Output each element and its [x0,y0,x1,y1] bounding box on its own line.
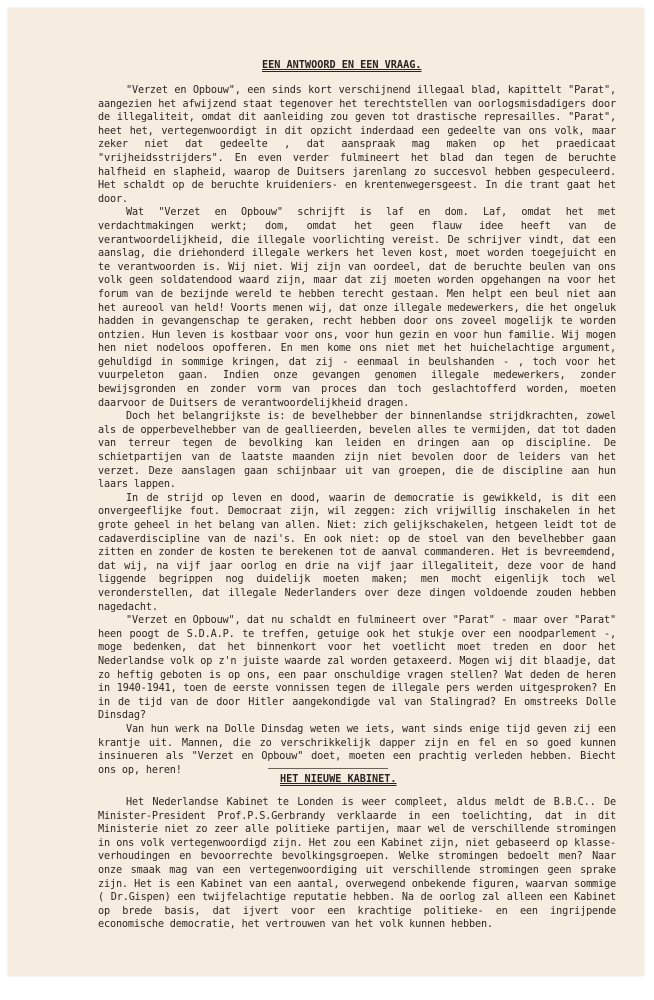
heading-een-antwoord: EEN ANTWOORD EN EEN VRAAG. [262,60,422,71]
paragraph: "Verzet en Opbouw", een sinds kort verschijnend illegaal blad, kapittelt "Parat", aangezien het afwijzend staat tegenover het terechtstellen van oorlogsmisdadigers door de illegaliteit, omdat dit aanleiding zou geven tot drastische represailles. "Parat", heet het, vertegenwoordigt in dit opzicht inderdaad een gedeelte van ons volk, maar zeker niet dat gedeelte , dat aanspraak mag maken op het praedicaat "vrijheidsstrijders". En even verder fulmineert het blad dan tegen de beruchte halfheid en slapheid, waarop de Duitsers jarenlang zo succesvol hebben gespeculeerd. Het schaldt op de beruchte kruideniers- en krentenwegersgeest. In die trant gaat het door. [98,85,616,205]
paragraph: Van hun werk na Dolle Dinsdag weten we iets, want sinds enige tijd geven zij een krantje uit. Mannen, die zo verschrikkelijk dapper zijn en fel en so goed kunnen insinueren als "Verzet en Opbouw" doet, moeten een prachtig verleden hebben. Biecht ons op, heren! [98,723,616,776]
section-het-nieuwe-kabinet [98,796,616,932]
paragraph: In de strijd op leven en dood, waarin de democratie is gewikkeld, is dit een onvergeeflijke fout. Democraat zijn, wil zeggen: zich vrijwillig inschakelen in het grote geheel in het belang van allen. Niet: zich gelijkschakelen, hetgeen leidt tot de cadaverdiscipline van de nazi's. En ook niet: op de stoel van den bevelhebber gaan zitten en zonder de kosten te berekenen tot de aanval commanderen. Het is bevreemdend, dat wij, na vijf jaar oorlog en drie na vijf jaar illegaliteit, deze voor de hand liggende begrippen nog duidelijk moeten maken; men mocht eigenlijk toch wel veronderstellen, dat illegale Nederlanders over deze dingen voldoende zouden hebben nagedacht. [98,492,616,613]
section-divider [268,768,388,769]
typed-page [8,8,644,976]
paragraph: Het Nederlandse Kabinet te Londen is weer compleet, aldus meldt de B.B.C.. De Minister-President Prof.P.S.Gerbrandy verklaarde in een toelichting, dat in dit Ministerie niet zo zeer alle politieke partijen, maar wel de verschillende stromingen in ons volk vertegenwoordigd zijn. Het zou een Kabinet zijn, niet gebaseerd op klasse-verhoudingen en bevoorrechte bevolkingsgroepen. Welke stromingen bedoelt men? Naar onze smaak mag van een vertegenwoordiging uit verschillende stromingen geen sprake zijn. Het is een Kabinet van een aantal, overwegend onbekende figuren, waarvan sommige ( Dr.Gispen) een twijfelachtige reputatie hebben. Na de oorlog zal alleen een Kabinet op brede basis, dat ijvert voor een krachtige politieke- en een ingrijpende economische democratie, het vertrouwen van het volk kunnen hebben. [98,797,616,931]
paragraph: Wat "Verzet en Opbouw" schrijft is laf en dom. Laf, omdat het met verdachtmakingen werkt; dom, omdat het geen flauw idee heeft van de verantwoordelijkheid, die illegale voorlichting vereist. De schrijver vindt, dat een aanslag, die driehonderd illegale werkers het leven kost, moet worden toegejuicht en te verantwoorden is. Wij niet. Wij zijn van oordeel, dat de beruchte beulen van ons volk geen soldatendood waard zijn, maar dat zij moeten worden opgehangen na voor het forum van de bezijnde wereld te hebben terecht gestaan. Men helpt een beul niet aan het aureool van held! Voorts menen wij, dat onze illegale medewerkers, die het ongeluk hadden in gevangenschap te geraken, recht hebben door ons zoveel mogelijk te worden ontzien. Hun leven is kostbaar voor ons, voor hun gezin en voor hun familie. Wij mogen hen niet nodeloos opofferen. En men kome ons niet met het huichelachtige argument, gehuldigd in sommige kringen, dat zij - eenmaal in beulshanden - , toch voor het vuurpeleton gaan. Indien onze gevangen genomen illegale medewerkers, zonder bewijsgronden en zonder vorm van proces dan toch geslachtofferd worden, moeten daarvoor de Duitsers de verantwoordelijkheid dragen. [98,207,616,409]
section-een-antwoord [98,84,616,777]
paragraph: "Verzet en Opbouw", dat nu schaldt en fulmineert over "Parat" - maar over "Parat" heen poogt de S.D.A.P. te treffen, getuige ook het stukje over een noodparlement -, moge bedenken, dat het binnenkort voor het voetlicht moet treden en door het Nederlandse volk op z'n juiste waarde zal worden getaxeerd. Mogen wij dit blaadje, dat zo heftig geboten is op ons, een paar onschuldige vragen stellen? Wat deden de heren in 1940-1941, toen de eerste vonnissen tegen de illegale pers werden uitgesproken? En in de tijd van de door Hitler aangekondigde val van Stalingrad? En omstreeks Dolle Dinsdag? [98,615,616,722]
heading-het-nieuwe-kabinet: HET NIEUWE KABINET. [280,774,397,785]
paragraph: Doch het belangrijkste is: de bevelhebber der binnenlandse strijdkrachten, zowel als de opperbevelhebber van de geallieerden, bevelen alles te vermijden, dat tot daden van terreur tegen de bevolking kan leiden en dringen aan op discipline. De schietpartijen van de laatste maanden zijn niet bevolen door de leiders van het verzet. Deze aanslagen gaan schijnbaar uit van groepen, die de discipline aan hun laars lappen. [98,411,616,491]
